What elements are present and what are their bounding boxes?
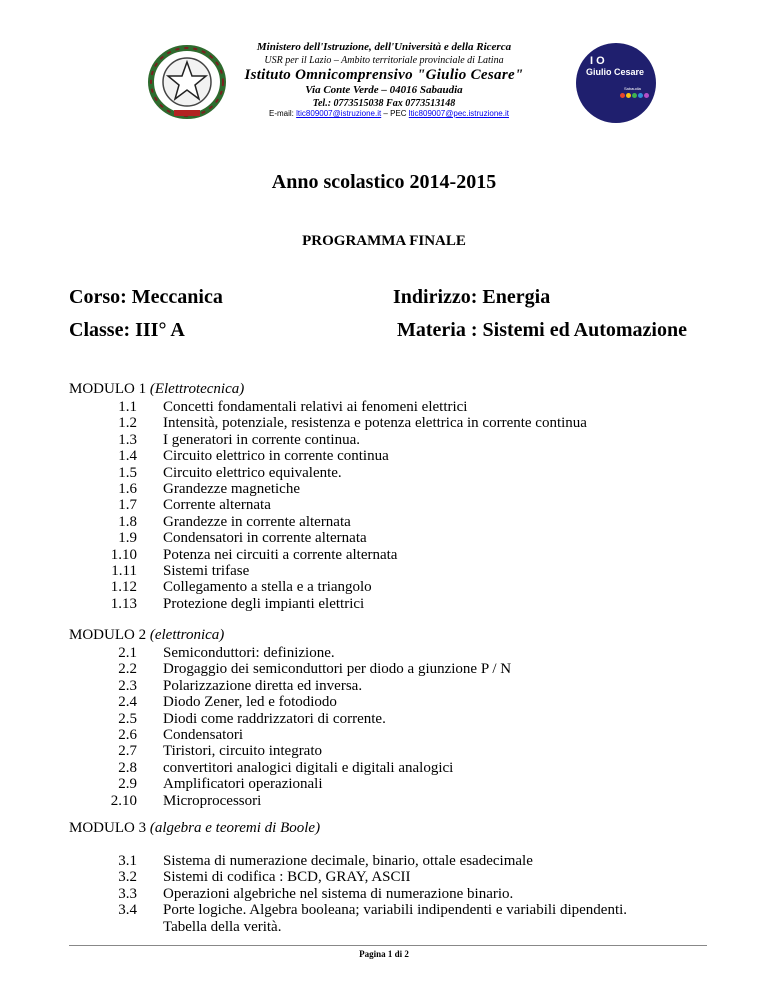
item-number: 2.9 bbox=[118, 776, 137, 793]
item-number: 1.10 bbox=[110, 546, 137, 563]
list-item: Diodo Zener, led e fotodiodo bbox=[163, 694, 337, 711]
item-number: 2.8 bbox=[118, 759, 137, 776]
item-number: 3.4 bbox=[118, 902, 137, 919]
school-phone: Tel.: 0773515038 Fax 0773513148 bbox=[312, 98, 456, 109]
item-number: 1.7 bbox=[118, 497, 137, 514]
list-item: Operazioni algebriche nel sistema di numerazione binario. bbox=[163, 885, 514, 902]
module-subtitle: (Elettrotecnica) bbox=[149, 381, 245, 397]
item-number: 2.10 bbox=[110, 792, 137, 809]
list-item: Tabella della verità. bbox=[163, 918, 282, 935]
list-item: Circuito elettrico in corrente continua bbox=[163, 448, 389, 465]
item-number: 1.1 bbox=[118, 399, 137, 415]
module-title: MODULO 3 bbox=[69, 820, 150, 836]
logo-text-city: Sabaudia bbox=[624, 86, 641, 91]
item-number: 1.6 bbox=[118, 481, 137, 497]
list-item: Circuito elettrico equivalente. bbox=[163, 464, 342, 481]
list-item: Condensatori bbox=[163, 727, 243, 743]
item-number: 1.13 bbox=[110, 595, 137, 612]
list-item: Grandezze in corrente alternata bbox=[163, 513, 351, 530]
module-title: MODULO 2 bbox=[69, 627, 150, 643]
school-logo bbox=[576, 43, 656, 123]
item-number: 1.12 bbox=[110, 579, 137, 596]
list-item: Amplificatori operazionali bbox=[163, 776, 323, 793]
pec-link[interactable]: ltic809007@pec.istruzione.it bbox=[408, 109, 509, 118]
module-heading bbox=[69, 820, 320, 837]
logo-dot bbox=[626, 93, 631, 98]
logo-dot bbox=[638, 93, 643, 98]
class-field: Classe: III° A bbox=[69, 319, 185, 341]
item-number: 3.3 bbox=[118, 885, 137, 902]
list-item: Sistemi di codifica : BCD, GRAY, ASCII bbox=[163, 869, 411, 886]
list-item: Drogaggio dei semiconduttori per diodo a giunzione P / N bbox=[163, 661, 512, 678]
usr-line: USR per il Lazio – Ambito territoriale provinciale di Latina bbox=[264, 55, 504, 66]
email-link[interactable]: ltic809007@istruzione.it bbox=[296, 109, 382, 118]
list-item: I generatori in corrente continua. bbox=[163, 431, 360, 448]
course-field: Corso: Meccanica bbox=[69, 286, 223, 308]
program-title: PROGRAMMA FINALE bbox=[302, 233, 466, 249]
track-field: Indirizzo: Energia bbox=[393, 286, 551, 308]
module-heading bbox=[69, 381, 244, 398]
list-item: Collegamento a stella e a triangolo bbox=[163, 579, 372, 596]
logo-text-name: Giulio Cesare bbox=[586, 67, 645, 77]
module-subtitle: (algebra e teoremi di Boole) bbox=[149, 820, 321, 836]
page-number: Pagina 1 di 2 bbox=[359, 949, 409, 959]
module-heading bbox=[69, 627, 224, 644]
list-item: Grandezze magnetiche bbox=[163, 481, 300, 497]
school-contacts bbox=[5, 109, 768, 118]
item-number: 2.4 bbox=[118, 694, 137, 711]
list-item: Diodi come raddrizzatori di corrente. bbox=[163, 710, 386, 727]
item-number: 1.3 bbox=[118, 431, 137, 448]
list-item: convertitori analogici digitali e digitali analogici bbox=[163, 759, 454, 776]
item-number: 3.2 bbox=[118, 869, 137, 886]
item-number: 1.9 bbox=[118, 530, 137, 547]
email-label: E-mail: bbox=[269, 109, 297, 118]
footer-divider bbox=[69, 945, 707, 946]
list-item: Protezione degli impianti elettrici bbox=[163, 595, 365, 612]
ministry-line: Ministero dell'Istruzione, dell'Università e della Ricerca bbox=[256, 41, 512, 53]
logo-dots bbox=[620, 93, 649, 98]
logo-dot bbox=[632, 93, 637, 98]
item-number: 3.1 bbox=[118, 853, 137, 869]
list-item: Polarizzazione diretta ed inversa. bbox=[163, 677, 363, 694]
item-number: 1.4 bbox=[118, 448, 137, 465]
list-item: Porte logiche. Algebra booleana; variabili indipendenti e variabili dipendenti. bbox=[163, 902, 628, 919]
item-number: 2.6 bbox=[118, 727, 137, 743]
logo-text-io: I O bbox=[590, 55, 605, 67]
item-number: 2.5 bbox=[118, 710, 137, 727]
item-number: 2.3 bbox=[118, 677, 137, 694]
subject-field: Materia : Sistemi ed Automazione bbox=[397, 319, 687, 341]
list-item: Concetti fondamentali relativi ai fenomeni elettrici bbox=[163, 399, 468, 415]
module-subtitle: (elettronica) bbox=[149, 627, 225, 643]
item-number: 2.1 bbox=[118, 645, 137, 661]
school-year-title: Anno scolastico 2014-2015 bbox=[271, 171, 497, 193]
list-item: Tiristori, circuito integrato bbox=[163, 743, 323, 760]
item-number: 1.5 bbox=[118, 464, 137, 481]
list-item: Corrente alternata bbox=[163, 497, 271, 514]
list-item: Sistemi trifase bbox=[163, 563, 250, 579]
logo-dot bbox=[644, 93, 649, 98]
item-number: 2.7 bbox=[118, 743, 137, 760]
list-item: Microprocessori bbox=[163, 792, 262, 809]
pec-label: – PEC bbox=[381, 109, 409, 118]
item-number: 2.2 bbox=[118, 661, 137, 678]
item-number: 1.11 bbox=[111, 563, 137, 579]
list-item: Potenza nei circuiti a corrente alternata bbox=[163, 546, 398, 563]
list-item: Intensità, potenziale, resistenza e potenza elettrica in corrente continua bbox=[163, 415, 587, 432]
school-name: Istituto Omnicomprensivo "Giulio Cesare" bbox=[244, 67, 524, 83]
list-item: Sistema di numerazione decimale, binario, ottale esadecimale bbox=[163, 853, 533, 869]
item-number: 1.2 bbox=[118, 415, 137, 432]
module-title: MODULO 1 bbox=[69, 381, 150, 397]
logo-dot bbox=[620, 93, 625, 98]
list-item: Semiconduttori: definizione. bbox=[163, 645, 335, 661]
list-item: Condensatori in corrente alternata bbox=[163, 530, 367, 547]
school-address: Via Conte Verde – 04016 Sabaudia bbox=[305, 84, 463, 96]
item-number: 1.8 bbox=[118, 513, 137, 530]
